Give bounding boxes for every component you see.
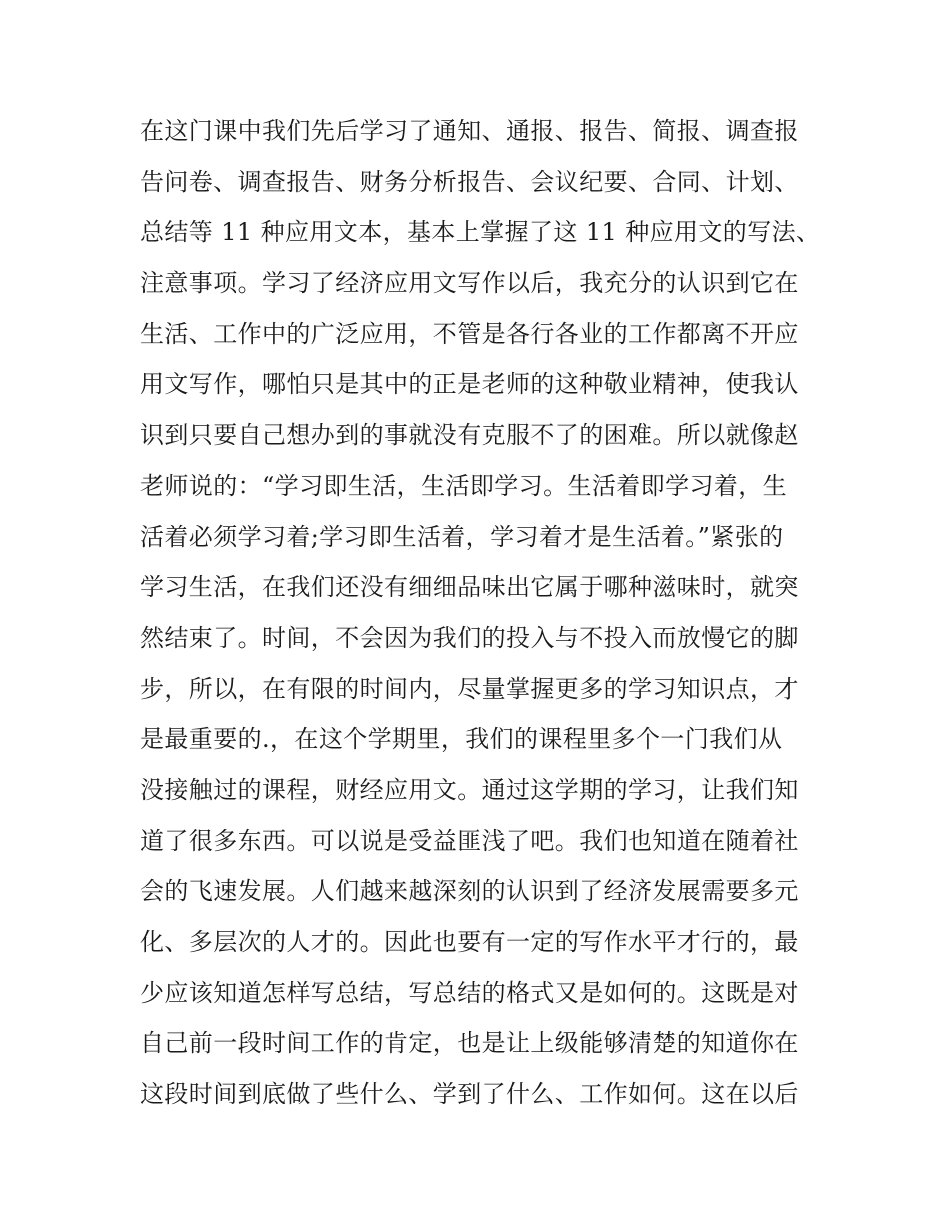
text-line: 是最重要的.，在这个学期里，我们的课程里多个一门我们从 bbox=[140, 725, 783, 754]
body-paragraph bbox=[140, 106, 820, 1120]
text-line: 然结束了。时间，不会因为我们的投入与不投入而放慢它的脚 bbox=[140, 623, 799, 652]
text-line: 道了很多东西。可以说是受益匪浅了吧。我们也知道在随着社 bbox=[140, 826, 799, 855]
text-line: 化、多层次的人才的。因此也要有一定的写作水平才行的，最 bbox=[140, 928, 799, 956]
text-line: 步，所以，在有限的时间内，尽量掌握更多的学习知识点，才 bbox=[140, 674, 799, 703]
text-line: 没接触过的课程，财经应用文。通过这学期的学习，让我们知 bbox=[140, 775, 799, 804]
text-line: 用文写作，哪怕只是其中的正是老师的这种敬业精神，使我认 bbox=[140, 370, 799, 399]
text-line: 活着必须学习着;学习即生活着，学习着才是生活着。”紧张的 bbox=[140, 522, 784, 551]
text-line: 少应该知道怎样写总结，写总结的格式又是如何的。这既是对 bbox=[140, 978, 799, 1007]
text-line: 总结等 11 种应用文本，基本上掌握了这 11 种应用文的写法、 bbox=[140, 218, 821, 247]
text-line: 自己前一段时间工作的肯定，也是让上级能够清楚的知道你在 bbox=[140, 1029, 799, 1058]
text-line: 注意事项。学习了经济应用文写作以后，我充分的认识到它在 bbox=[140, 269, 799, 298]
text-line: 老师说的：“学习即生活，生活即学习。生活着即学习着，生 bbox=[140, 471, 788, 500]
text-line: 这段时间到底做了些什么、学到了什么、工作如何。这在以后 bbox=[140, 1080, 799, 1109]
text-line: 告问卷、调查报告、财务分析报告、会议纪要、合同、计划、 bbox=[140, 167, 799, 196]
text-line: 在这门课中我们先后学习了通知、通报、报告、简报、调查报 bbox=[140, 117, 799, 145]
text-line: 识到只要自己想办到的事就没有克服不了的困难。所以就像赵 bbox=[140, 421, 799, 450]
text-line: 会的飞速发展。人们越来越深刻的认识到了经济发展需要多元 bbox=[140, 877, 799, 906]
text-line: 学习生活，在我们还没有细细品味出它属于哪种滋味时，就突 bbox=[140, 573, 799, 602]
text-line: 生活、工作中的广泛应用，不管是各行各业的工作都离不开应 bbox=[140, 319, 799, 348]
